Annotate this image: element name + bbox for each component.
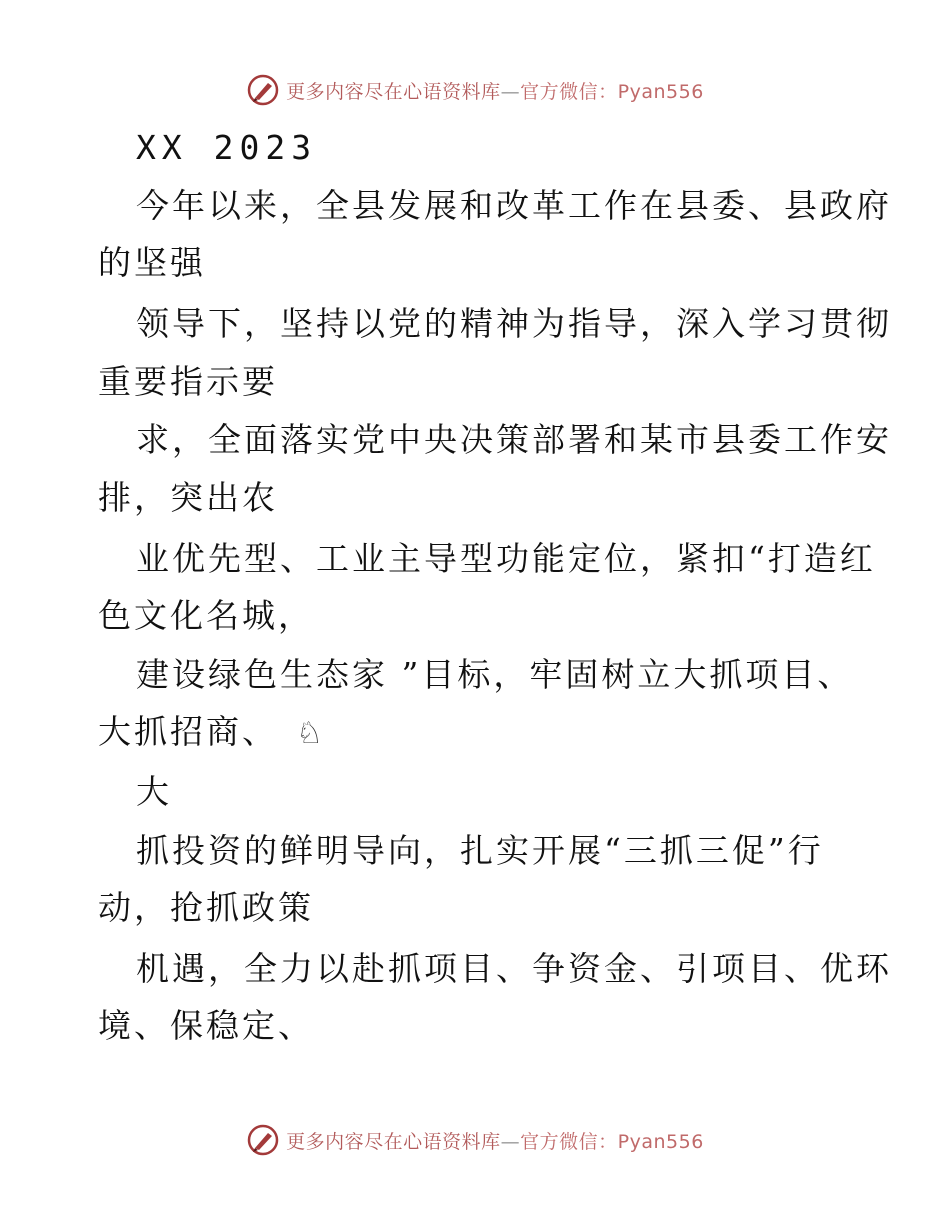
body-line: 排，突出农: [98, 478, 278, 517]
body-line: 色文化名城，: [98, 596, 314, 635]
banner-separator: —: [500, 80, 521, 103]
body-line: 境、保稳定、: [98, 1006, 314, 1045]
body-line: 大: [136, 772, 172, 811]
body-line: 重要指示要: [98, 362, 278, 401]
body-line: 机遇，全力以赴抓项目、争资金、引项目、优环: [136, 949, 892, 988]
pen-logo-icon: [246, 1123, 280, 1157]
body-line: 求，全面落实党中央决策部署和某市县委工作安: [136, 420, 892, 459]
chess-knight-icon: ♘: [296, 716, 326, 751]
body-line-with-icon: [98, 712, 858, 754]
body-line: 今年以来，全县发展和改革工作在县委、县政府: [136, 186, 892, 225]
banner-main-text: 更多内容尽在心语资料库: [286, 1130, 501, 1153]
body-line: 抓投资的鲜明导向，扎实开展“三抓三促”行: [136, 831, 824, 870]
body-line: 建设绿色生态家 ”目标，牢固树立大抓项目、: [136, 655, 854, 694]
banner-main-text: 更多内容尽在心语资料库: [286, 80, 501, 103]
banner-wechat-text: 官方微信：Pyan556: [520, 1130, 704, 1153]
banner-separator: —: [500, 1130, 521, 1153]
body-line: 动，抢抓政策: [98, 888, 314, 927]
footer-banner: [0, 1120, 950, 1160]
header-banner: [0, 70, 950, 110]
body-line: 业优先型、工业主导型功能定位，紧扣“打造红: [136, 539, 876, 578]
body-line-text: 大抓招商、: [98, 712, 278, 751]
body-line: XX 2023: [136, 128, 318, 167]
banner-text: [286, 1127, 704, 1154]
body-line: 的坚强: [98, 243, 206, 282]
pen-logo-icon: [246, 73, 280, 107]
banner-wechat-text: 官方微信：Pyan556: [520, 80, 704, 103]
body-line: 领导下，坚持以党的精神为指导，深入学习贯彻: [136, 304, 892, 343]
banner-text: [286, 77, 704, 104]
